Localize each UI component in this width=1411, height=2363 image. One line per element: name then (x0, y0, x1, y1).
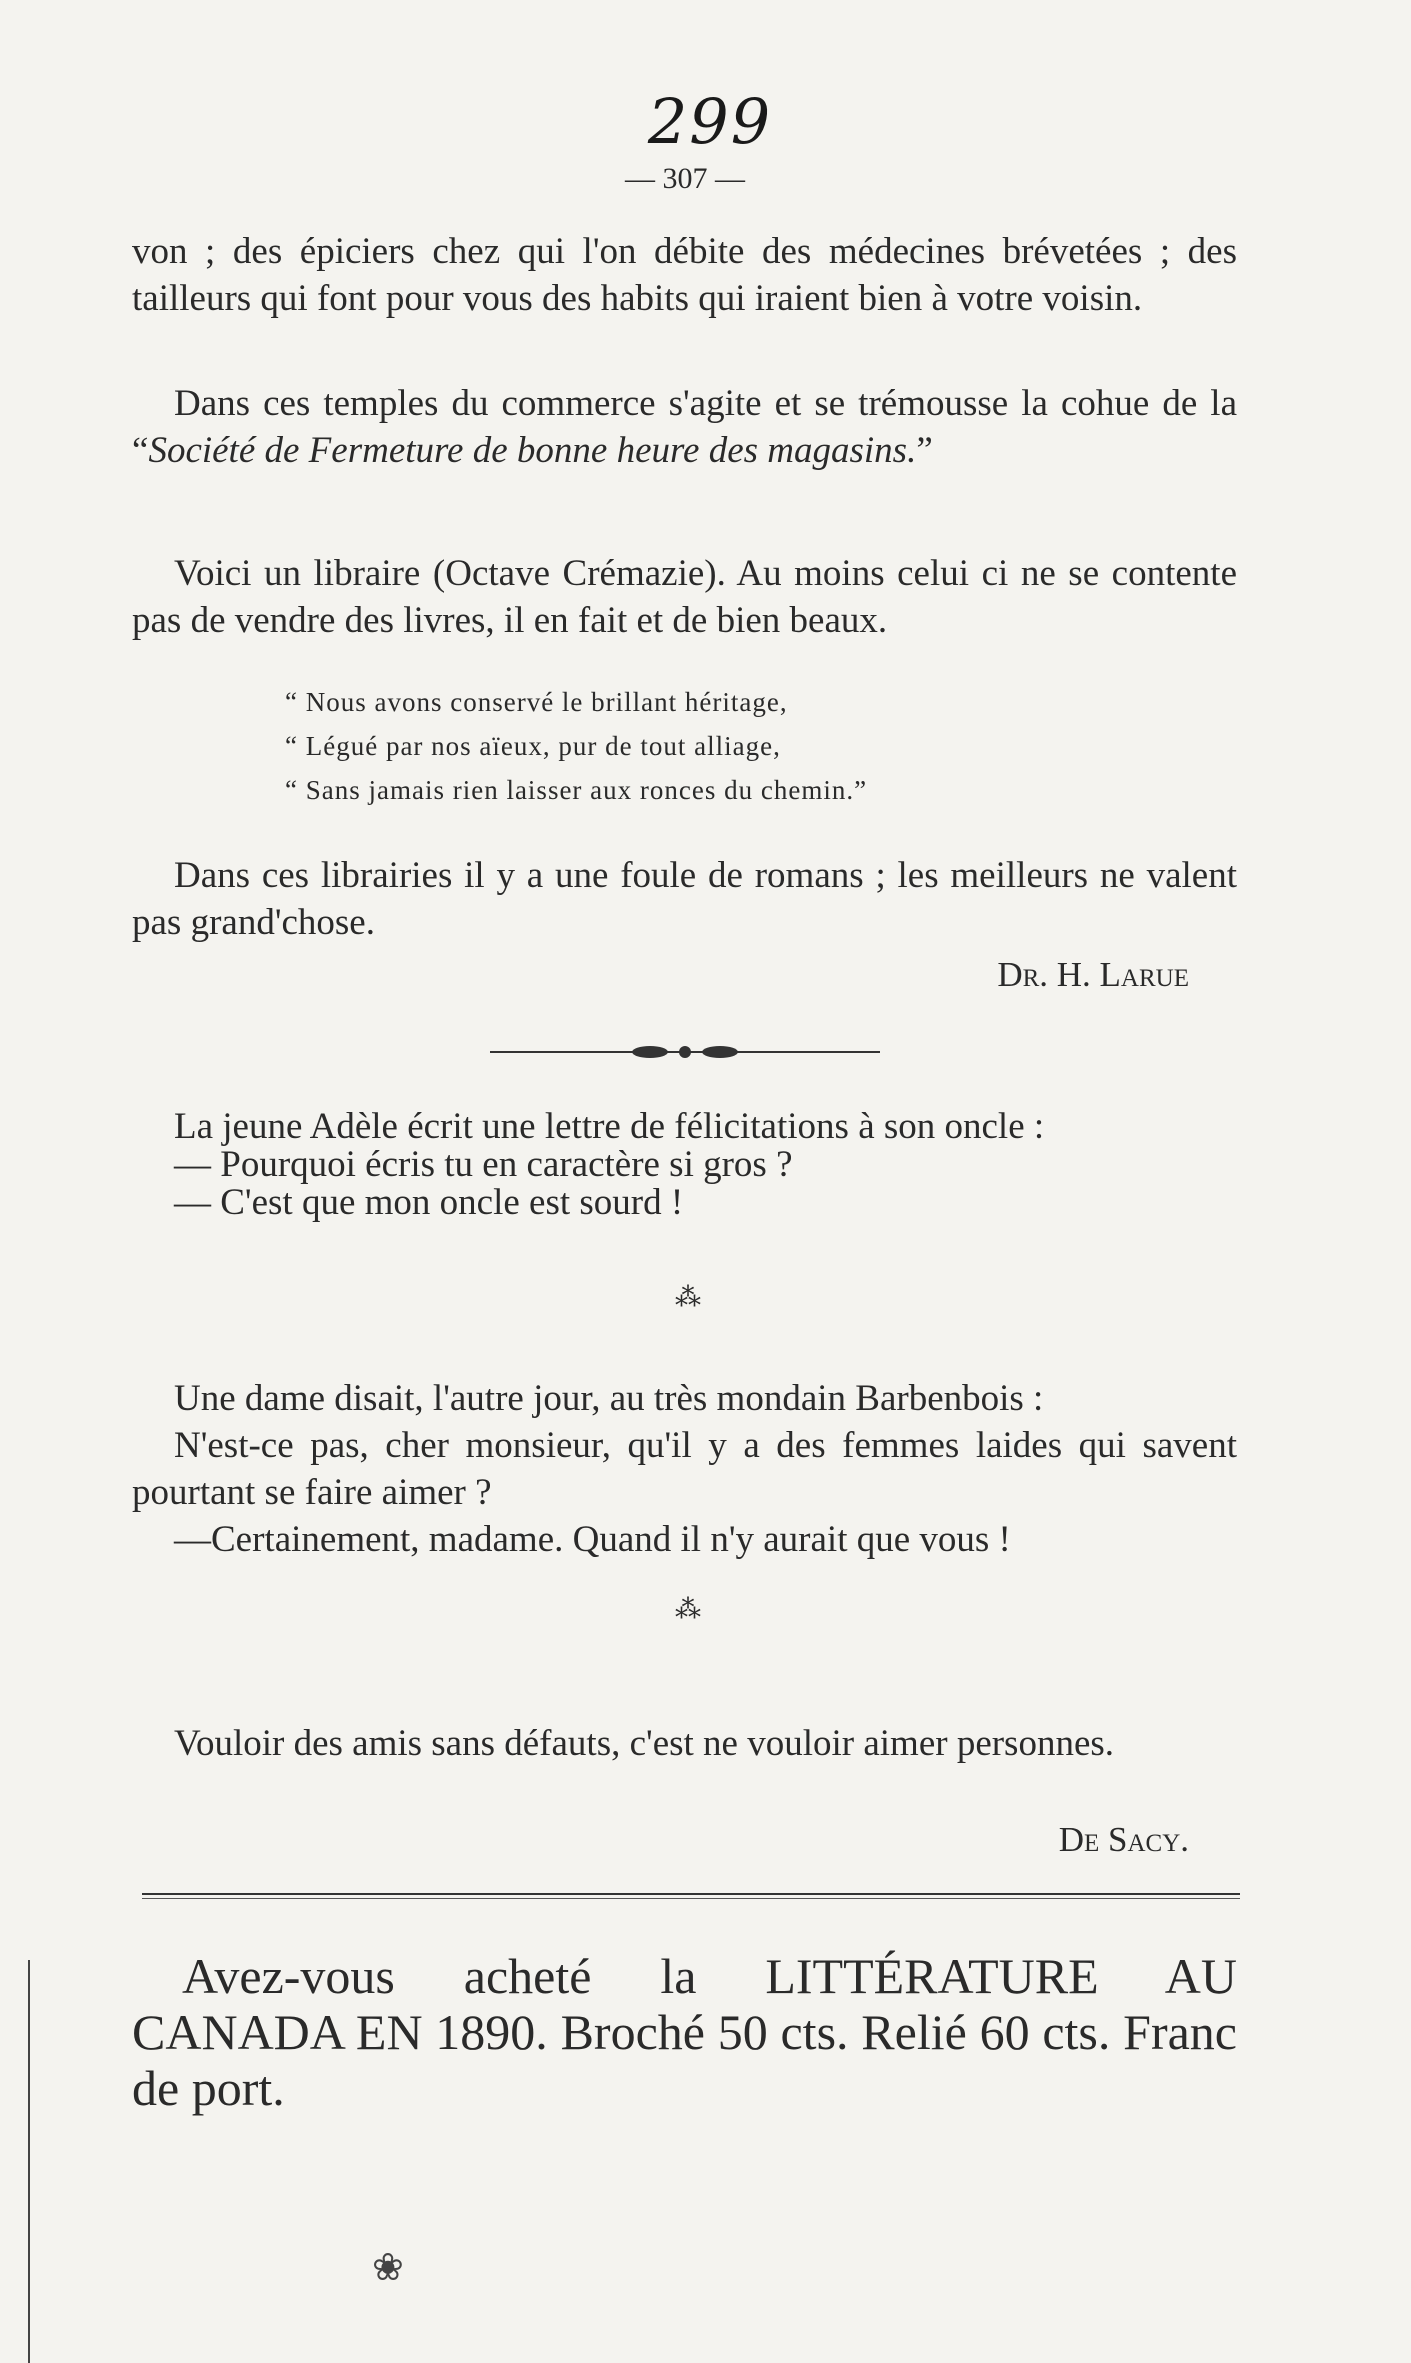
paragraph-continuation: von ; des épiciers chez qui l'on débite des médecines brévetées ; des tailleurs qui font pour vous des habits qui iraient bien à votre voisin. (132, 231, 1237, 319)
ornamental-divider (490, 1040, 880, 1064)
asterism-1: ⁂ (675, 1283, 701, 1312)
anecdote-barbenbois (132, 1375, 1237, 1563)
paragraph-librairies: Dans ces librairies il y a une foule de romans ; les meilleurs ne valent pas grand'chose. (132, 855, 1237, 943)
anecdote-line: — Pourquoi écris tu en caractère si gros ? (174, 1144, 793, 1185)
paragraph-commerce (132, 380, 1237, 474)
cartouche-icon: ❀ (372, 2247, 404, 2289)
verse-block (285, 680, 1185, 812)
society-name: Société de Fermeture de bonne heure des magasins. (148, 430, 917, 471)
maxim-paragraph: Vouloir des amis sans défauts, c'est ne vouloir aimer personnes. (174, 1723, 1115, 1764)
printed-page-number: — 307 — (625, 162, 745, 195)
signature-larue: Dr. H. Larue (997, 955, 1189, 994)
verse-line: “ Nous avons conservé le brillant héritage, (285, 687, 788, 717)
margin-line (28, 1960, 30, 2363)
handwritten-page-number: 299 (647, 85, 773, 158)
verse-line: “ Sans jamais rien laisser aux ronces du chemin.” (285, 775, 868, 805)
paragraph-commerce-end: ” (916, 430, 933, 471)
rule-line (142, 1893, 1240, 1895)
paragraph-libraire: Voici un libraire (Octave Crémazie). Au moins celui ci ne se contente pas de vendre des livres, il en fait et de bien beaux. (132, 553, 1237, 641)
anecdote-line: —Certainement, madame. Quand il n'y aurait que vous ! (174, 1519, 1011, 1560)
signature-sacy: De Sacy. (1058, 1820, 1189, 1859)
anecdote-line: N'est-ce pas, cher monsieur, qu'il y a des femmes laides qui savent pourtant se faire aimer ? (132, 1425, 1237, 1513)
verse-line: “ Légué par nos aïeux, pur de tout alliage, (285, 731, 781, 761)
asterism-2: ⁂ (675, 1595, 701, 1624)
anecdote-line: La jeune Adèle écrit une lettre de félicitations à son oncle : (174, 1106, 1045, 1147)
paragraph-commerce-text: Dans ces temples du commerce s'agite et se trémousse la cohue de la “ (132, 383, 1237, 471)
anecdote-adele (132, 1108, 1237, 1222)
anecdote-line: — C'est que mon oncle est sourd ! (174, 1182, 684, 1223)
anecdote-line: Une dame disait, l'autre jour, au très mondain Barbenbois : (174, 1378, 1044, 1419)
advertisement: Avez-vous acheté la LITTÉRATURE AU CANADA EN 1890. Broché 50 cts. Relié 60 cts. Franc de port. (132, 1948, 1237, 2116)
rule-line-thin (142, 1898, 1240, 1899)
